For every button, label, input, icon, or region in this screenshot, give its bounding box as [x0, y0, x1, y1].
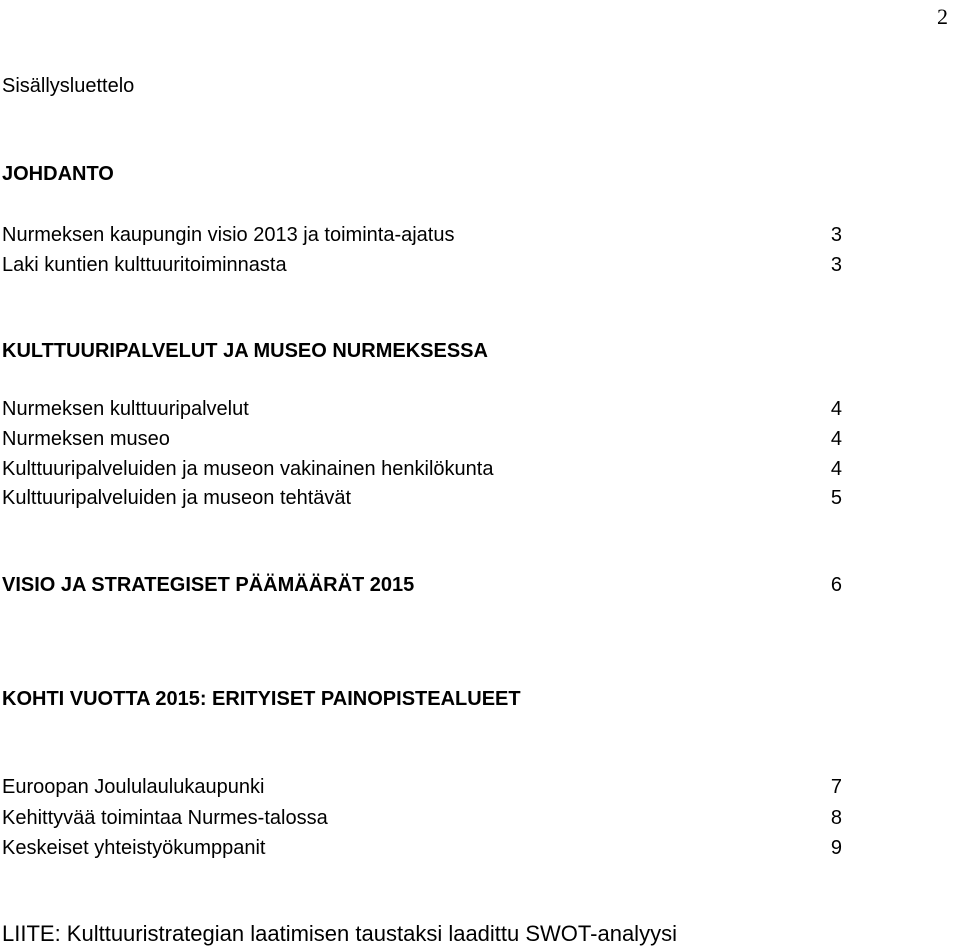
toc-entry [2, 427, 842, 451]
section-heading-label: VISIO JA STRATEGISET PÄÄMÄÄRÄT 2015 [2, 574, 415, 596]
toc-entry-label: Kehittyvää toimintaa Nurmes-talossa [2, 807, 328, 829]
toc-entry-page: 4 [830, 458, 842, 480]
section-heading-label: KULTTUURIPALVELUT JA MUSEO NURMEKSESSA [2, 340, 488, 362]
toc-entry-page: 3 [830, 254, 842, 276]
toc-entry-label: Nurmeksen museo [2, 428, 170, 450]
toc-entry-label: Laki kuntien kulttuuritoiminnasta [2, 254, 287, 276]
toc-entry [2, 806, 842, 830]
page-number: 2 [937, 4, 948, 29]
toc-entry [2, 457, 842, 481]
toc-entry [2, 836, 842, 860]
section-heading-label: KOHTI VUOTTA 2015: ERITYISET PAINOPISTEALUEET [2, 688, 521, 710]
toc-entry [2, 223, 842, 247]
section-heading-visio [2, 573, 842, 597]
section-heading-johdanto [2, 162, 842, 186]
section-heading-label: JOHDANTO [2, 163, 114, 185]
toc-entry-label: Kulttuuripalveluiden ja museon tehtävät [2, 487, 352, 509]
toc-entry-label: Nurmeksen kaupungin visio 2013 ja toiminta-ajatus [2, 224, 455, 246]
toc-entry-page: 5 [830, 487, 842, 509]
toc-entry-page: 4 [830, 428, 842, 450]
toc-entry [2, 486, 842, 510]
toc-title: Sisällysluettelo [2, 75, 135, 97]
toc-entry [2, 397, 842, 421]
toc-entry-page: 8 [830, 807, 842, 829]
toc-entry-label: Kulttuuripalveluiden ja museon vakinainen henkilökunta [2, 458, 494, 480]
toc-entry-page: 3 [830, 224, 842, 246]
toc-entry [2, 775, 842, 799]
section-heading-kulttuuripalvelut [2, 339, 842, 363]
appendix-line: LIITE: Kulttuuristrategian laatimisen taustaksi laadittu SWOT-analyysi [2, 921, 677, 946]
toc-entry-label: Euroopan Joululaulukaupunki [2, 776, 265, 798]
toc-entry-page: 4 [830, 398, 842, 420]
toc-entry-label: Keskeiset yhteistyökumppanit [2, 837, 266, 859]
section-heading-page: 6 [830, 574, 842, 596]
toc-entry-page: 7 [830, 776, 842, 798]
toc-entry-page: 9 [830, 837, 842, 859]
toc-entry-label: Nurmeksen kulttuuripalvelut [2, 398, 249, 420]
toc-entry [2, 253, 842, 277]
section-heading-kohti [2, 687, 842, 711]
